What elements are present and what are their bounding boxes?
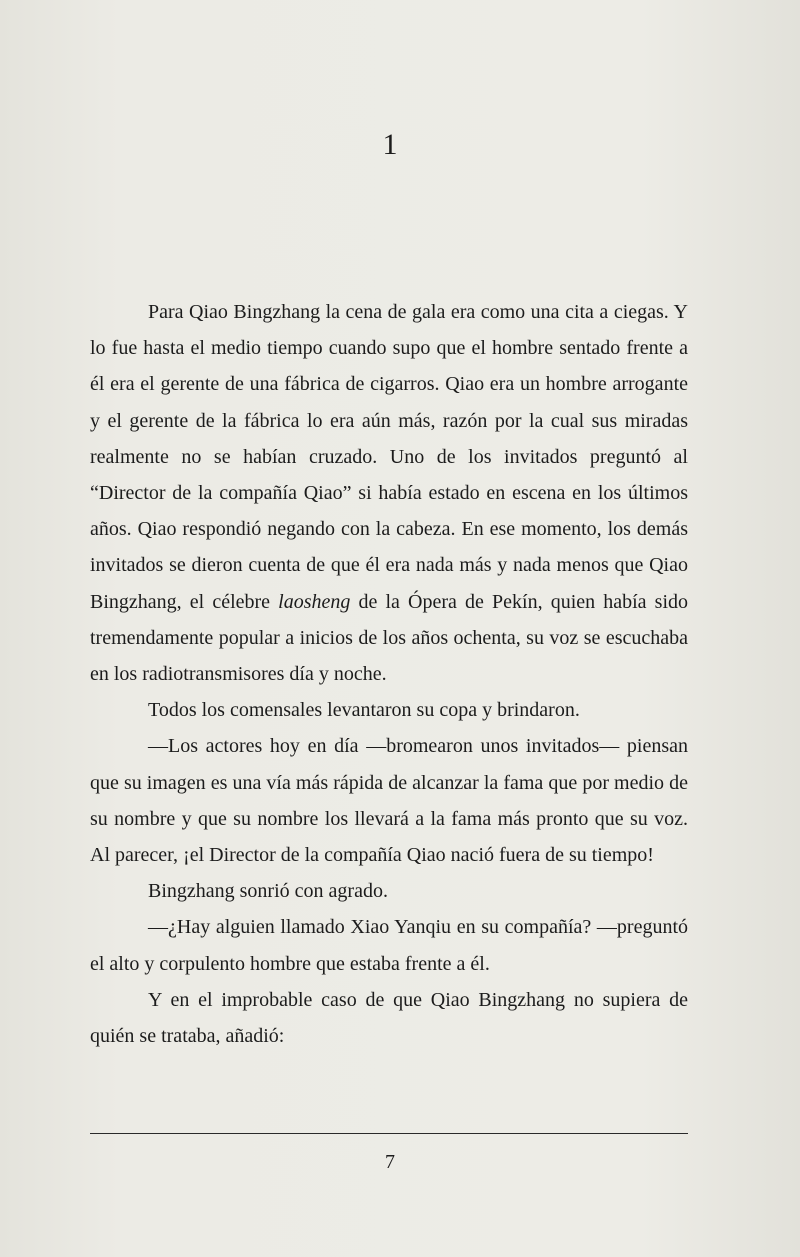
- italic-term: laosheng: [278, 590, 351, 613]
- paragraph: Todos los comensales levantaron su copa y brindaron.: [148, 699, 580, 722]
- chapter-number: 1: [382, 128, 398, 161]
- paragraph: Bingzhang sonrió con agrado.: [148, 880, 388, 903]
- paragraph-text: Para Qiao Bingzhang la cena de gala era como una cita a ciegas. Y lo fue hasta el medio tiempo cuando supo que el hombre sentado frente a él era el gerente de una fábrica de cigarros. Qiao era un hombre arrogante y el gerente de la fábrica lo era aún más, razón por la cual sus miradas realmente no se habían cruzado. Uno de los invitados preguntó al “Director de la compañía Qiao” si había estado en escena en los últimos años. Qiao respondió negando con la cabeza. En ese momento, los demás invitados se dieron cuenta de que él era nada más y nada menos que Qiao Bingzhang, el célebre: [90, 301, 688, 613]
- body-text: [90, 294, 688, 1054]
- page-number: 7: [385, 1151, 395, 1173]
- paragraph: —Los actores hoy en día —bromearon unos invitados— piensan que su imagen es una vía más rápida de alcanzar la fama que por medio de su nombre y que su nombre los llevará a la fama más pronto que su voz. Al parecer, ¡el Director de la compañía Qiao nació fuera de su tiempo!: [90, 735, 688, 867]
- paragraph: [90, 294, 688, 692]
- paragraph: Y en el improbable caso de que Qiao Bingzhang no supiera de quién se trataba, añadió:: [90, 988, 688, 1048]
- paragraph-text: de la Ópera de Pekín, quien había sido tremendamente popular a inicios de los años ochenta, su voz se escuchaba en los radiotransmisores día y noche.: [90, 590, 689, 686]
- footer-rule: [90, 1133, 688, 1134]
- paragraph: —¿Hay alguien llamado Xiao Yanqiu en su compañía? —preguntó el alto y corpulento hombre que estaba frente a él.: [90, 916, 688, 975]
